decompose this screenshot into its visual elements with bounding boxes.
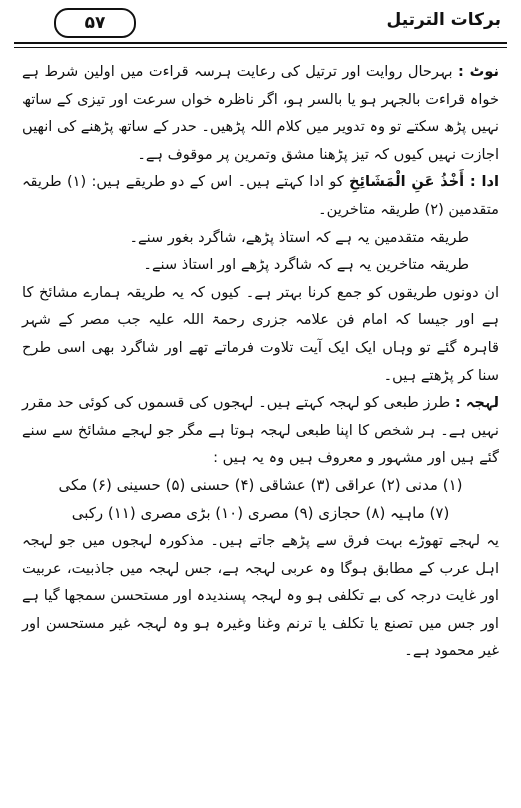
note-lead: نوٹ : bbox=[458, 63, 499, 80]
page-number-badge: ۵۷ bbox=[54, 8, 136, 38]
ada-paragraph bbox=[22, 168, 499, 223]
ada-text: کو ادا کہتے ہیں۔ اس کے دو طریقے ہیں: (۱) طریقہ متقدمین (۲) طریقہ متاخرین۔ bbox=[22, 173, 499, 218]
body-text bbox=[22, 58, 499, 665]
header-rule-top bbox=[14, 42, 507, 44]
method-mutaqaddimin: طریقہ متقدمین یہ ہے کہ استاذ پڑھے، شاگرد بغور سنے۔ bbox=[129, 228, 469, 246]
header-rule-bottom bbox=[14, 47, 507, 48]
method-mutaakhkhirin: طریقہ متاخرین یہ ہے کہ شاگرد پڑھے اور استاذ سنے۔ bbox=[143, 256, 469, 274]
styles-list-line-1: (۱) مدنی (۲) عراقی (۳) عشاقی (۴) حسنی (۵) حسینی (۶) مکی bbox=[58, 475, 463, 494]
book-title: برکات الترتیل bbox=[386, 10, 501, 30]
ada-lead: ادا : أَخْذُ عَنِ الْمَشَائِخِ bbox=[349, 173, 499, 191]
note-text: بہرحال روایت اور ترتیل کی رعایت ہرسہ قراءت میں اولین شرط ہے خواہ قراءت بالجہر ہو یا بالسر ہو، اگر ناظرہ خواں سرعت اور تیزی کے ساتھ نہیں پڑھ سکتے تو وہ تدویر میں کلام اللہ پڑھیں۔ حدر کے ساتھ پڑھنے کی انھیں اجازت نہیں کیوں کہ تیز پڑھنا مشق وتمرین پر موقوف ہے۔ bbox=[22, 63, 499, 163]
lahja-paragraph bbox=[22, 389, 499, 472]
styles-list-line-2: (۷) ماہیہ (۸) حجازی (۹) مصری (۱۰) بڑی مصری (۱۱) رکبی bbox=[71, 503, 450, 522]
combine-paragraph: ان دونوں طریقوں کو جمع کرنا بہتر ہے۔ کیوں کہ یہ طریقہ ہمارے مشائخ کا ہے اور جیسا کہ امام فن علامہ جزری رحمۃ اللہ علیہ جب مصر کے شہر قاہرہ گئے تو وہاں ایک ایک آیت تلاوت فرماتے تھے اور شاگرد بھی اسی طرح سنا کر پڑھتے ہیں۔ bbox=[22, 283, 499, 384]
note-paragraph bbox=[22, 58, 499, 168]
lahja-text: طرز طبعی کو لہجہ کہتے ہیں۔ لہجوں کی قسموں کی کوئی حد مقرر نہیں ہے۔ ہر شخص کا اپنا طبعی لہجہ ہوتا ہے مگر جو لہجے مشائخ سے سنے گئے ہیں اور مشہور و معروف ہیں وہ یہ ہیں : bbox=[22, 394, 499, 467]
lahja-lead: لہجہ : bbox=[454, 394, 499, 412]
page-header bbox=[14, 6, 507, 40]
closing-paragraph: یہ لہجے تھوڑے بہت فرق سے پڑھے جاتے ہیں۔ مذکورہ لہجوں میں جو لہجہ اہل عرب کے مطابق ہوگا وہ عربی لہجہ ہے، جس لہجہ میں جاذبیت، عربیت اور غایت درجہ کی بے تکلفی ہو وہ لہجہ پسندیدہ اور مستحسن سمجھا گیا ہے اور جس میں تصنع یا تکلف یا ترنم وغنا وغیرہ ہو وہ لہجہ غیر مستحسن اور غیر محمود ہے۔ bbox=[22, 532, 499, 660]
